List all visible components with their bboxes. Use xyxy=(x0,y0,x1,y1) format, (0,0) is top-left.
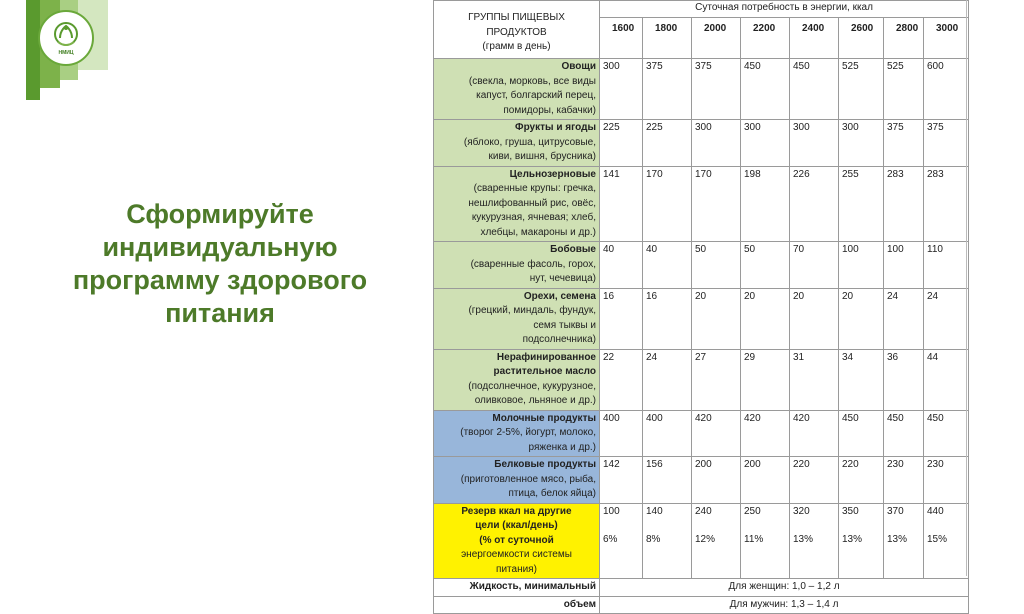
table-cell: 283 xyxy=(924,166,969,242)
table-cell: 100 xyxy=(884,242,924,289)
kcal-header: 3000 xyxy=(924,18,969,59)
food-group-desc: (подсолнечное, кукурузное, xyxy=(468,380,596,392)
fluid-name-line: Жидкость, минимальный xyxy=(469,581,596,592)
table-cell: 170 xyxy=(692,166,741,242)
table-cell: 450 xyxy=(839,410,884,457)
column-header-energy: Суточная потребность в энергии, ккал xyxy=(600,1,969,18)
spacer xyxy=(887,519,920,533)
group-header-line: ПРОДУКТОВ xyxy=(486,26,547,38)
kcal-header: 2400 xyxy=(790,18,839,59)
kcal-header: 1800 xyxy=(643,18,692,59)
spacer xyxy=(695,519,737,533)
table-cell: 525 xyxy=(884,59,924,120)
fluid-name-line: объем xyxy=(563,598,596,610)
table-cell: 141 xyxy=(600,166,643,242)
table-cell: 44 xyxy=(924,349,969,410)
logo-text: НМИЦ xyxy=(58,50,74,56)
table-cell: 100 xyxy=(839,242,884,289)
table-cell xyxy=(790,503,839,579)
table-cell: 27 xyxy=(692,349,741,410)
reserve-percent: 6% xyxy=(603,534,618,545)
table-cell: 156 xyxy=(643,457,692,504)
food-group-name: Бобовые xyxy=(550,244,596,255)
food-group-cell xyxy=(434,349,600,410)
reserve-value: 440 xyxy=(927,505,944,517)
food-group-name: Овощи xyxy=(561,61,596,72)
reserve-percent: 13% xyxy=(887,534,908,545)
fluid-name xyxy=(434,579,600,597)
spacer xyxy=(842,519,880,533)
table-cell: 200 xyxy=(741,457,790,504)
kcal-header: 2600 xyxy=(839,18,884,59)
table-row-fluid xyxy=(434,579,969,597)
reserve-value: 320 xyxy=(793,505,810,517)
food-group-cell xyxy=(434,457,600,504)
reserve-percent: 13% xyxy=(842,534,863,545)
table-row xyxy=(434,288,969,349)
reserve-percent: 13% xyxy=(793,534,814,545)
food-group-cell xyxy=(434,242,600,289)
food-group-cell xyxy=(434,59,600,120)
table-cell: 70 xyxy=(790,242,839,289)
table-cell: 375 xyxy=(884,120,924,167)
table-cell: 34 xyxy=(839,349,884,410)
food-group-cell xyxy=(434,120,600,167)
table-cell: 450 xyxy=(790,59,839,120)
reserve-cell xyxy=(434,503,600,579)
table-cell: 525 xyxy=(839,59,884,120)
table-row xyxy=(434,349,969,410)
food-group-desc: (творог 2-5%, йогурт, молоко, xyxy=(460,427,596,438)
food-table xyxy=(433,0,969,614)
table-cell xyxy=(692,503,741,579)
kcal-header: 2000 xyxy=(692,18,741,59)
spacer xyxy=(646,519,688,533)
table-cell: 300 xyxy=(839,120,884,167)
table-cell: 29 xyxy=(741,349,790,410)
spacer xyxy=(603,519,639,533)
reserve-name: (% от суточной xyxy=(479,534,554,546)
food-group-desc: капуст, болгарский перец, xyxy=(476,90,596,101)
group-header-line: ГРУППЫ ПИЩЕВЫХ xyxy=(468,12,565,23)
table-cell: 110 xyxy=(924,242,969,289)
table-row xyxy=(434,120,969,167)
reserve-value: 370 xyxy=(887,505,904,517)
table-cell: 20 xyxy=(839,288,884,349)
food-group-desc: (сваренные фасоль, горох, xyxy=(470,258,596,270)
food-group-desc: подсолнечника) xyxy=(522,334,596,345)
food-group-name: Фрукты и ягоды xyxy=(515,122,596,133)
reserve-value: 100 xyxy=(603,505,620,517)
table-cell: 220 xyxy=(839,457,884,504)
table-cell: 225 xyxy=(643,120,692,167)
reserve-name: цели (ккал/день) xyxy=(475,520,558,531)
food-group-name: растительное масло xyxy=(493,366,596,377)
kcal-header: 2800 xyxy=(884,18,924,59)
table-row xyxy=(434,410,969,457)
reserve-value: 140 xyxy=(646,505,663,517)
food-group-desc: семя тыквы и xyxy=(533,319,596,331)
food-group-name: Орехи, семена xyxy=(523,290,596,302)
table-cell: 375 xyxy=(692,59,741,120)
food-group-cell xyxy=(434,288,600,349)
table-cell: 400 xyxy=(643,410,692,457)
table-cell: 450 xyxy=(741,59,790,120)
table-cell: 20 xyxy=(790,288,839,349)
table-cell: 375 xyxy=(924,120,969,167)
food-group-name: Нерафинированное xyxy=(496,351,596,363)
food-group-cell xyxy=(434,410,600,457)
page-title: Сформируйте индивидуальную программу здорового питания xyxy=(72,199,368,328)
table-cell: 16 xyxy=(643,288,692,349)
food-group-desc: хлебцы, макароны и др.) xyxy=(480,226,596,238)
spacer xyxy=(793,519,835,533)
table-cell: 420 xyxy=(741,410,790,457)
table-cell: 50 xyxy=(741,242,790,289)
reserve-value: 240 xyxy=(695,505,712,517)
table-cell: 50 xyxy=(692,242,741,289)
table-cell: 24 xyxy=(643,349,692,410)
kcal-header: 2200 xyxy=(741,18,790,59)
table-cell: 22 xyxy=(600,349,643,410)
table-cell xyxy=(839,503,884,579)
table-row xyxy=(434,242,969,289)
reserve-percent: 15% xyxy=(927,534,948,545)
reserve-desc: питания) xyxy=(496,563,537,575)
food-group-desc: нут, чечевица) xyxy=(529,273,596,284)
table-cell: 200 xyxy=(692,457,741,504)
reserve-percent: 12% xyxy=(695,534,716,545)
table-row-reserve xyxy=(434,503,969,579)
food-group-desc: птица, белок яйца) xyxy=(508,488,596,499)
table-cell xyxy=(643,503,692,579)
table-cell: 226 xyxy=(790,166,839,242)
nmic-logo-icon xyxy=(38,10,94,66)
reserve-value: 250 xyxy=(744,505,761,517)
food-group-name: Цельнозерновые xyxy=(509,168,596,180)
table-cell: 40 xyxy=(643,242,692,289)
table-cell: 450 xyxy=(924,410,969,457)
table-row xyxy=(434,166,969,242)
table-cell: 170 xyxy=(643,166,692,242)
table-cell: 40 xyxy=(600,242,643,289)
table-cell: 600 xyxy=(924,59,969,120)
table-cell: 375 xyxy=(643,59,692,120)
reserve-desc: энергоемкости системы xyxy=(461,549,572,560)
table-cell: 230 xyxy=(924,457,969,504)
table-cell: 20 xyxy=(692,288,741,349)
reserve-name: Резерв ккал на другие xyxy=(461,505,572,517)
table-row-fluid xyxy=(434,596,969,614)
table-cell xyxy=(741,503,790,579)
food-group-desc: (яблоко, груша, цитрусовые, xyxy=(463,136,596,148)
food-group-desc: оливковое, льняное и др.) xyxy=(474,395,596,406)
table-cell: 220 xyxy=(790,457,839,504)
food-group-desc: (приготовленное мясо, рыба, xyxy=(460,473,596,485)
table-cell: 198 xyxy=(741,166,790,242)
food-group-desc: помидоры, кабачки) xyxy=(503,104,596,116)
fluid-men: Для мужчин: 1,3 – 1,4 л xyxy=(600,596,969,614)
fluid-name xyxy=(434,596,600,614)
table-cell: 255 xyxy=(839,166,884,242)
spacer xyxy=(744,519,786,533)
table-row xyxy=(434,457,969,504)
food-group-desc: (сваренные крупы: гречка, xyxy=(473,183,596,194)
divider xyxy=(966,0,967,576)
table-cell: 142 xyxy=(600,457,643,504)
table-cell: 36 xyxy=(884,349,924,410)
decor-bar xyxy=(26,0,40,100)
table-row xyxy=(434,59,969,120)
table-cell: 16 xyxy=(600,288,643,349)
fluid-women: Для женщин: 1,0 – 1,2 л xyxy=(600,579,969,597)
table-cell: 230 xyxy=(884,457,924,504)
table-cell xyxy=(884,503,924,579)
reserve-percent: 11% xyxy=(744,534,764,545)
table-cell: 225 xyxy=(600,120,643,167)
table-cell: 450 xyxy=(884,410,924,457)
table-cell: 283 xyxy=(884,166,924,242)
table-cell: 300 xyxy=(600,59,643,120)
food-group-desc: киви, вишня, брусника) xyxy=(488,151,596,162)
reserve-value: 350 xyxy=(842,505,859,517)
table-cell: 300 xyxy=(692,120,741,167)
spacer xyxy=(927,519,965,533)
table-cell xyxy=(600,503,643,579)
food-group-name: Молочные продукты xyxy=(492,412,596,424)
food-group-cell xyxy=(434,166,600,242)
column-header-groups xyxy=(434,1,600,59)
table-cell: 420 xyxy=(692,410,741,457)
table-cell: 24 xyxy=(924,288,969,349)
food-group-desc: кукурузная, ячневая; хлеб, xyxy=(471,212,596,223)
table-cell: 300 xyxy=(741,120,790,167)
food-group-desc: (свекла, морковь, все виды xyxy=(468,75,596,87)
table-cell: 400 xyxy=(600,410,643,457)
food-group-desc: нешлифованный рис, овёс, xyxy=(468,197,596,209)
kcal-header: 1600 xyxy=(600,18,643,59)
food-group-desc: ряженка и др.) xyxy=(528,441,596,453)
reserve-percent: 8% xyxy=(646,534,661,545)
table-cell xyxy=(924,503,969,579)
table-cell: 420 xyxy=(790,410,839,457)
food-group-desc: (грецкий, миндаль, фундук, xyxy=(468,305,596,316)
table-cell: 31 xyxy=(790,349,839,410)
food-group-name: Белковые продукты xyxy=(494,459,596,470)
group-header-line: (грамм в день) xyxy=(482,41,551,52)
table-cell: 300 xyxy=(790,120,839,167)
table-cell: 24 xyxy=(884,288,924,349)
table-cell: 20 xyxy=(741,288,790,349)
